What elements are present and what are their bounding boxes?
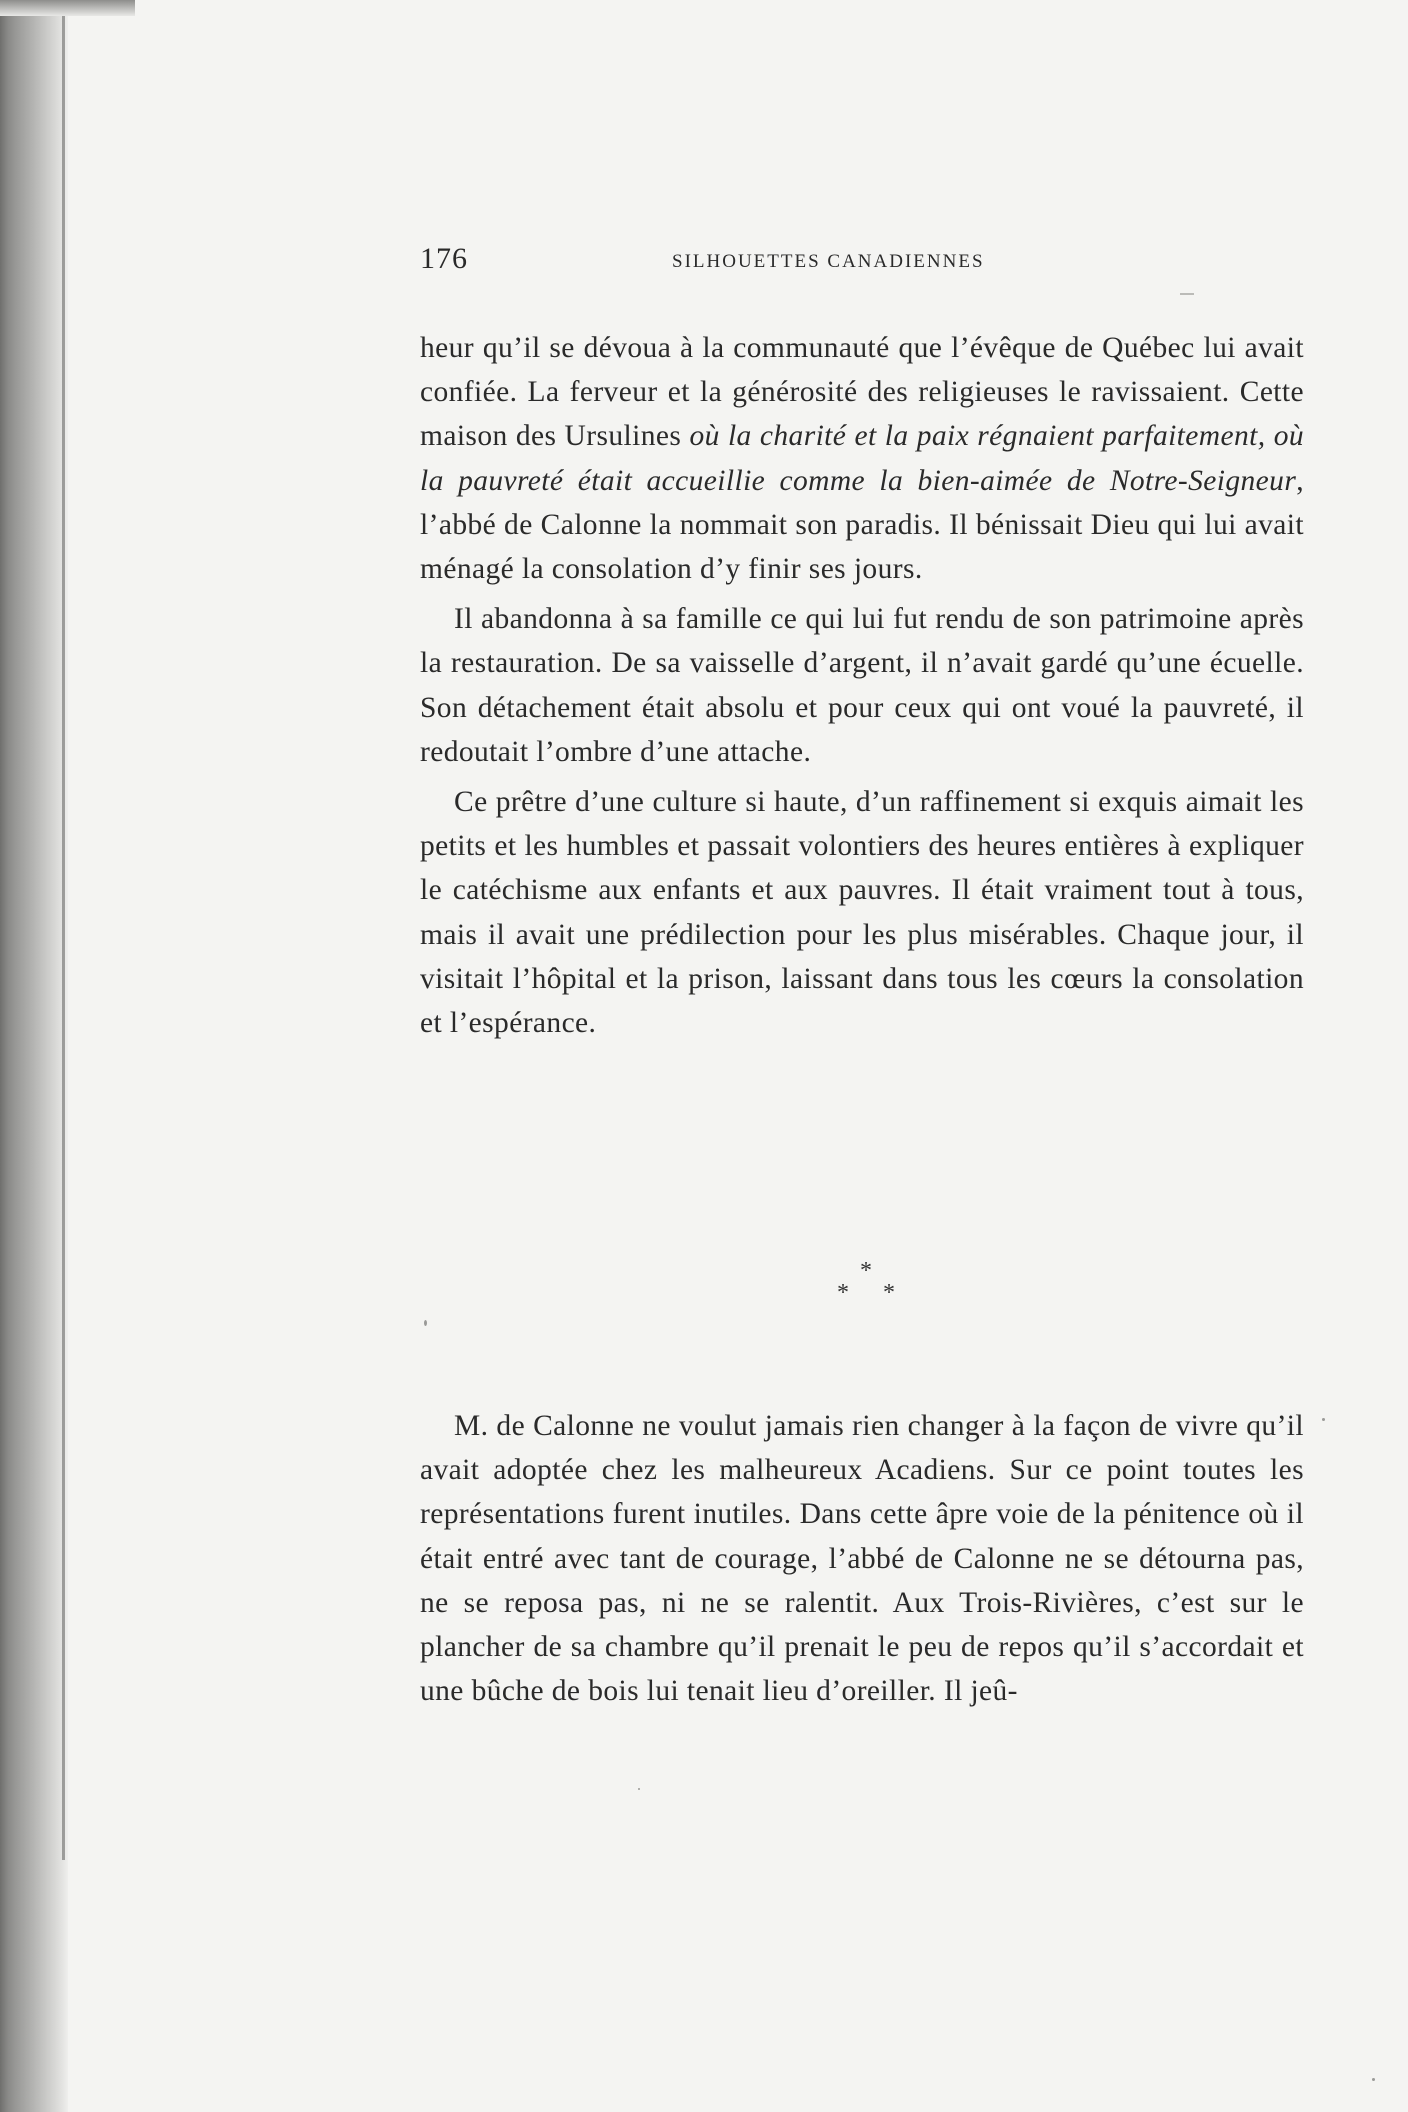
text-block-upper: [420, 326, 1304, 1045]
paragraph-2: Il abandonna à sa famille ce qui lui fut rendu de son patrimoine après la restauration. De sa vaisselle d’argent, il n’avait gardé qu’une écuelle. Son détachement était absolu et pour ceux qui ont voué la pauvreté, il redoutait l’ombre d’une attache.: [420, 603, 1304, 768]
asterism-separator: [820, 1258, 895, 1308]
paragraph-1-italic-quote: où la charité et la paix régnaient parfaitement, où la pauvreté était accueillie comme la bien-aimée de Notre-Seigneur: [420, 420, 1305, 497]
paragraph-3: Ce prêtre d’une culture si haute, d’un raffinement si exquis aimait les petits et les humbles et passait volontiers des heures entières à expliquer le catéchisme aux enfants et aux pauvres. Il était vraiment tout à tous, mais il avait une prédilection pour les plus misérables. Chaque jour, il visitait l’hôpital et la prison, laissant dans tous les cœurs la consolation et l’espérance.: [420, 786, 1304, 1040]
page-speck: [424, 1320, 427, 1326]
page-speck: [1322, 1418, 1325, 1421]
paragraph-4: M. de Calonne ne voulut jamais rien changer à la façon de vivre qu’il avait adoptée chez les malheureux Acadiens. Sur ce point toutes les représentations furent inutiles. Dans cette âpre voie de la pénitence où il était entré avec tant de courage, l’abbé de Calonne ne se détourna pas, ne se reposa pas, ni ne se ralentit. Aux Trois-Rivières, c’est sur le plancher de sa chambre qu’il prenait le peu de repos qu’il s’accordait et une bûche de bois lui tenait lieu d’oreiller. Il jeû-: [420, 1410, 1304, 1708]
top-page-edge: [0, 0, 135, 16]
binding-edge-line: [62, 0, 65, 1860]
paragraph-continued: [420, 326, 1304, 591]
asterism-star-top: *: [860, 1258, 872, 1284]
page-speck: [1372, 2078, 1375, 2081]
page-header: [420, 242, 1310, 282]
running-title: SILHOUETTES CANADIENNES: [672, 251, 985, 272]
paragraph-1-text-a: heur qu’il se dévoua à la communauté que l’évêque de Québec lui avait confiée. La ferveur et la générosité des religieuses le ravissaient. Cette maison des Ursulines: [420, 332, 1304, 453]
page-binding-shadow: [0, 0, 68, 2112]
asterism-star-right: *: [883, 1280, 895, 1306]
paragraph-1-text-b: , l’abbé de Calonne la nommait son paradis. Il bénissait Dieu qui lui avait ménagé la consolation d’y finir ses jours.: [420, 464, 1304, 586]
page-number: 176: [420, 242, 468, 275]
print-mark: [1180, 293, 1194, 295]
text-block-lower: [420, 1404, 1304, 1713]
asterism-star-left: *: [837, 1280, 849, 1306]
page-speck: [638, 1788, 640, 1790]
